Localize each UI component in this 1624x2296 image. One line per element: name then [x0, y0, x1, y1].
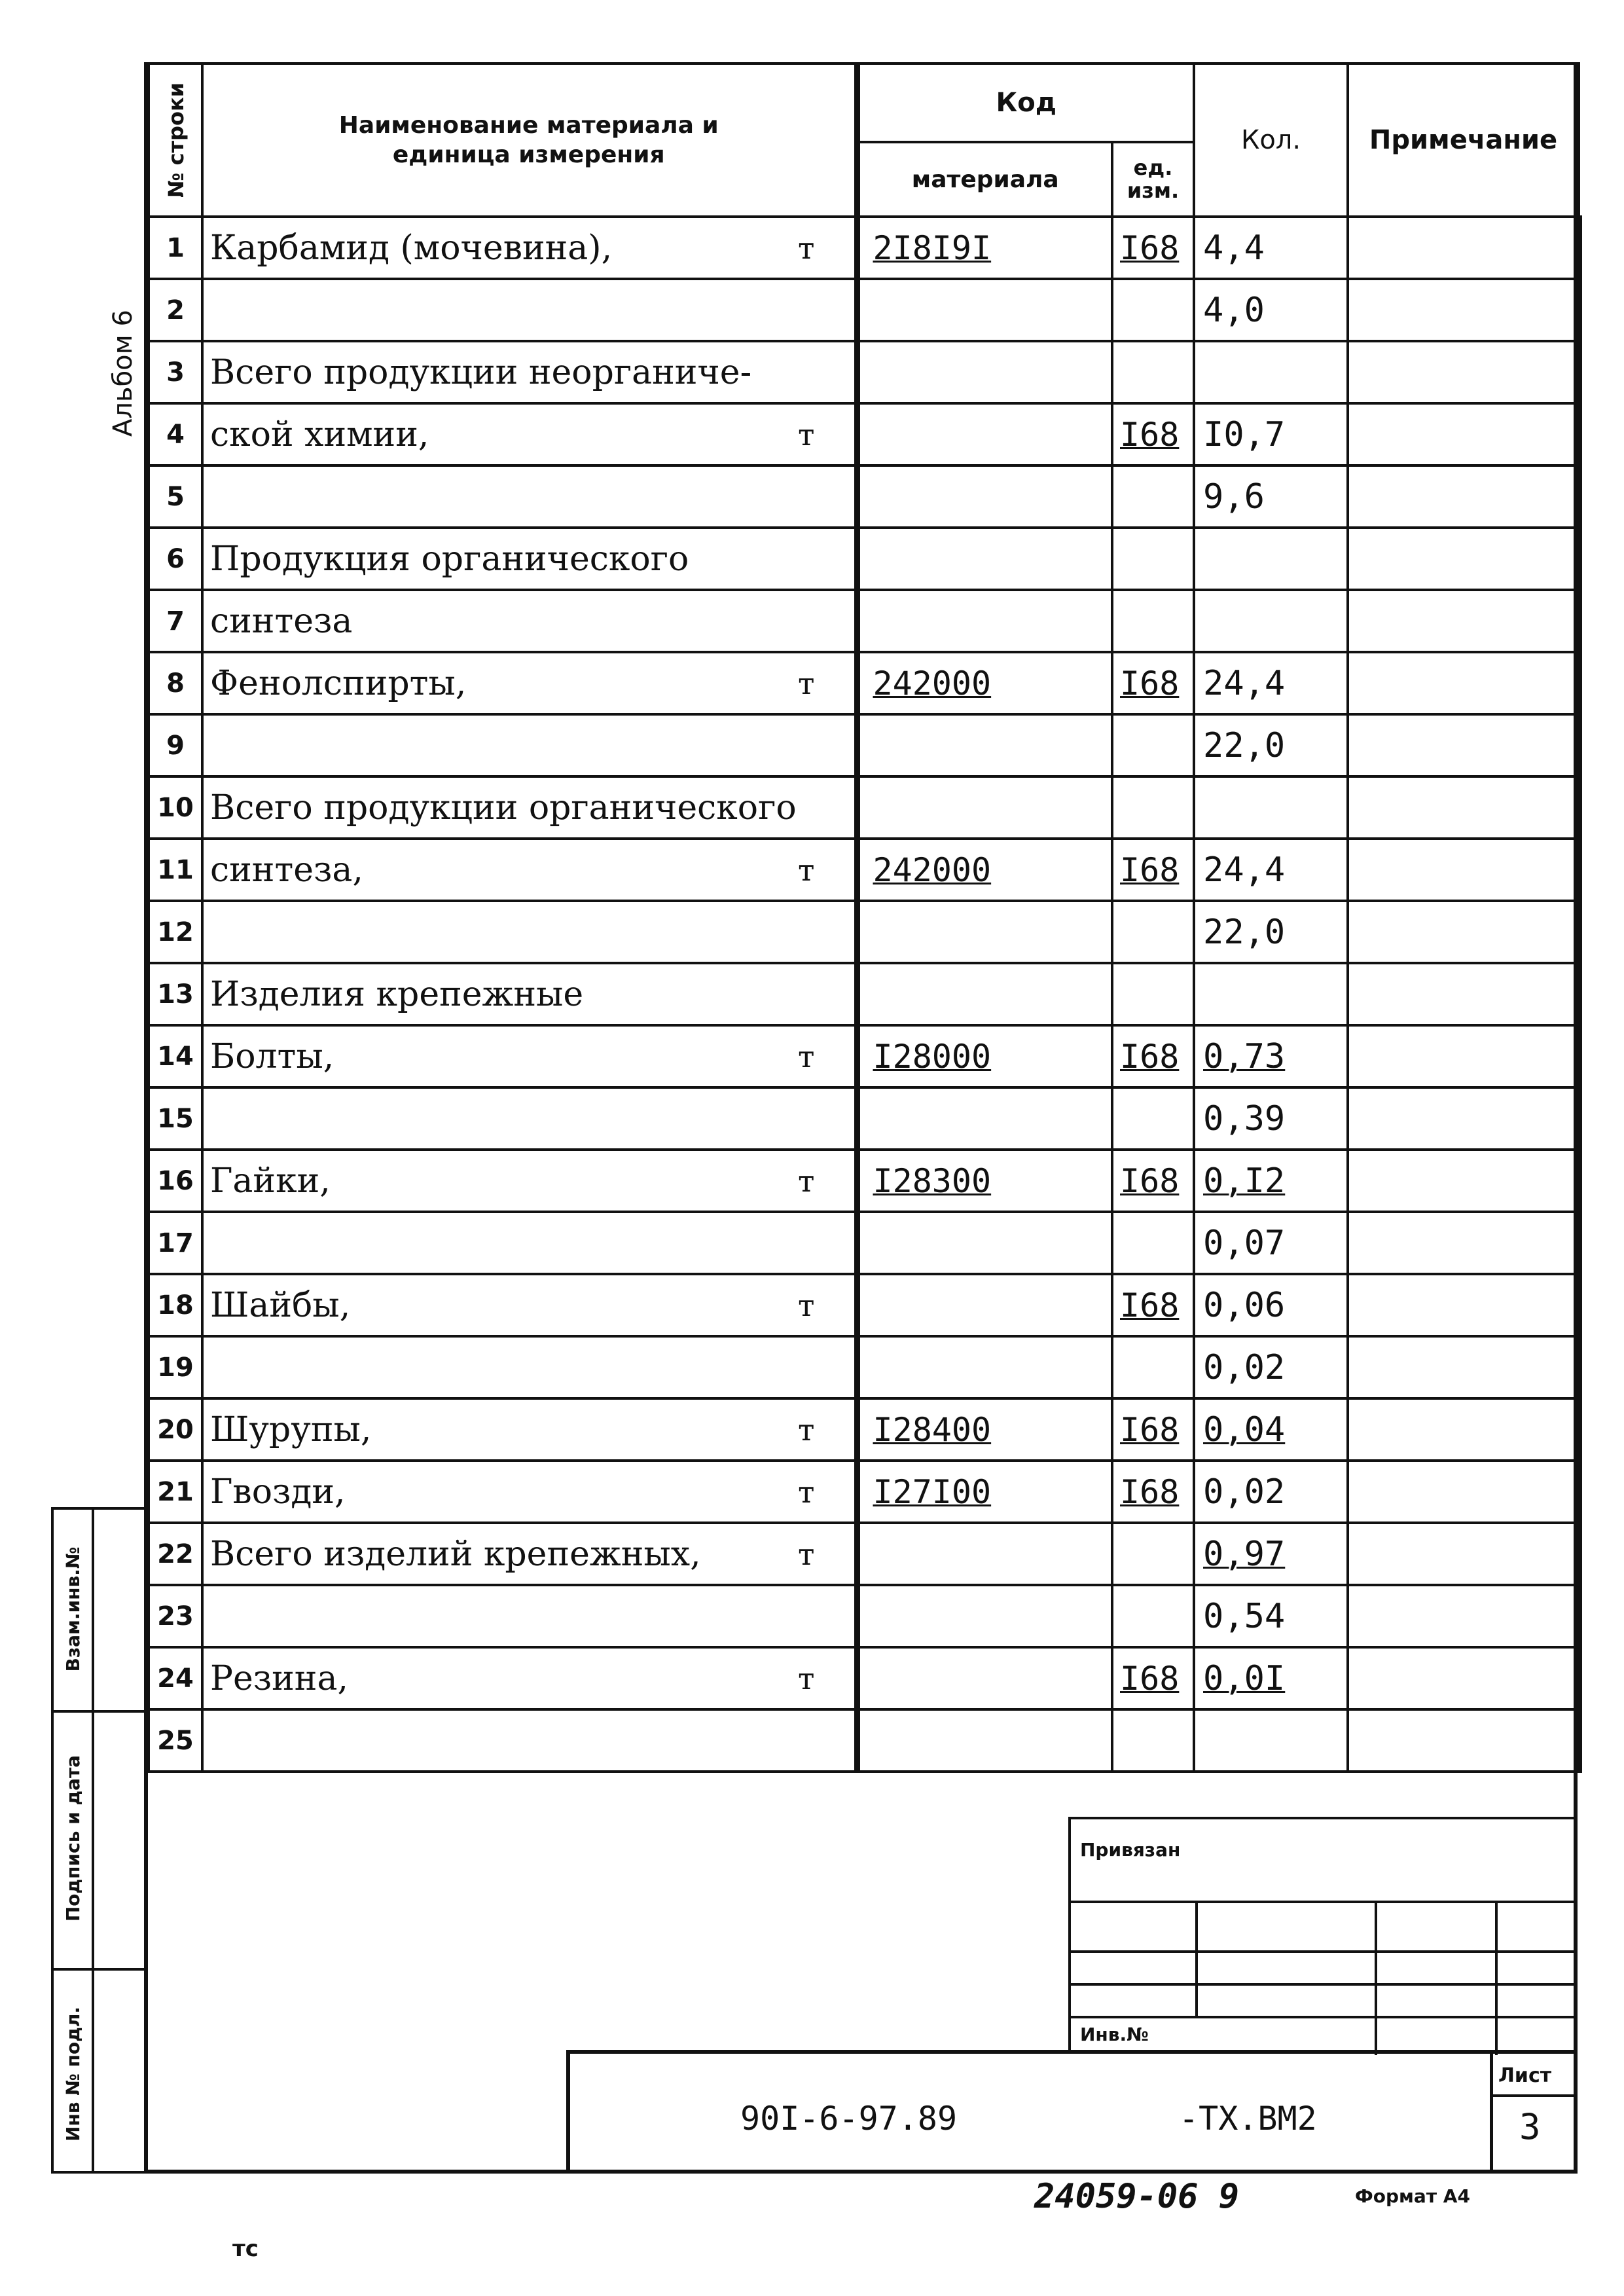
material-name: Фенолспирты, т: [202, 652, 857, 714]
row-number: 14: [149, 1025, 202, 1087]
unit-label: т: [798, 1660, 815, 1696]
row-number: 1: [149, 217, 202, 279]
unit-label: т: [798, 852, 815, 888]
quantity: 22,0: [1194, 714, 1348, 776]
material-code: [857, 528, 1112, 590]
row-number: 5: [149, 465, 202, 528]
material-name: Продукция органического: [202, 528, 857, 590]
header-row-no: № строки: [149, 64, 202, 217]
material-code: [857, 1709, 1112, 1772]
table-row: [149, 901, 1579, 963]
table-row: [149, 839, 1579, 901]
header-code-material: материала: [857, 142, 1112, 217]
material-code: I28000: [857, 1025, 1112, 1087]
quantity: 9,6: [1194, 465, 1348, 528]
quantity: 4,4: [1194, 217, 1348, 279]
note-cell: [1348, 1398, 1579, 1461]
material-code: [857, 341, 1112, 403]
table-row: [149, 1150, 1579, 1212]
unit-code: [1112, 1336, 1194, 1398]
table-row: [149, 279, 1579, 341]
row-number: 20: [149, 1398, 202, 1461]
material-name: [202, 279, 857, 341]
header-code: Код: [857, 64, 1194, 142]
unit-code: [1112, 341, 1194, 403]
note-cell: [1348, 776, 1579, 839]
unit-code: [1112, 963, 1194, 1025]
note-cell: [1348, 279, 1579, 341]
material-code: I28400: [857, 1398, 1112, 1461]
unit-code: [1112, 279, 1194, 341]
note-cell: [1348, 217, 1579, 279]
format-label: Формат А4: [1355, 2185, 1470, 2207]
sheet-number: 3: [1519, 2106, 1541, 2147]
material-name: [202, 1709, 857, 1772]
corner-mark: тс: [232, 2236, 259, 2262]
row-number: 24: [149, 1647, 202, 1709]
quantity: 0,0I: [1194, 1647, 1348, 1709]
doc-code-right: -ТХ.ВМ2: [1179, 2100, 1317, 2138]
unit-code: [1112, 1087, 1194, 1150]
privyazan-box: Привязан Инв.№: [1068, 1817, 1578, 2052]
table-row: [149, 1274, 1579, 1336]
table-row: [149, 1336, 1579, 1398]
note-cell: [1348, 963, 1579, 1025]
table-row: [149, 1461, 1579, 1523]
material-code: [857, 901, 1112, 963]
row-number: 16: [149, 1150, 202, 1212]
material-code: [857, 1212, 1112, 1274]
material-name: синтеза: [202, 590, 857, 652]
quantity: [1194, 963, 1348, 1025]
note-cell: [1348, 1336, 1579, 1398]
material-code: [857, 1274, 1112, 1336]
unit-label: т: [798, 1536, 815, 1572]
note-cell: [1348, 1274, 1579, 1336]
unit-label: т: [798, 1038, 815, 1074]
row-number: 13: [149, 963, 202, 1025]
material-code: [857, 776, 1112, 839]
row-number: 9: [149, 714, 202, 776]
material-code: [857, 465, 1112, 528]
unit-code: I68: [1112, 217, 1194, 279]
material-name: [202, 901, 857, 963]
unit-code: I68: [1112, 1025, 1194, 1087]
table-row: [149, 403, 1579, 465]
quantity: 0,07: [1194, 1212, 1348, 1274]
material-name: [202, 1087, 857, 1150]
table-row: [149, 776, 1579, 839]
material-code: [857, 1087, 1112, 1150]
unit-code: I68: [1112, 1274, 1194, 1336]
row-number: 2: [149, 279, 202, 341]
material-name: синтеза, т: [202, 839, 857, 901]
unit-code: [1112, 590, 1194, 652]
note-cell: [1348, 465, 1579, 528]
table-row: [149, 1087, 1579, 1150]
table-row: [149, 1212, 1579, 1274]
material-code: [857, 1585, 1112, 1647]
quantity: 0,I2: [1194, 1150, 1348, 1212]
quantity: 24,4: [1194, 839, 1348, 901]
unit-code: [1112, 1585, 1194, 1647]
material-code: [857, 279, 1112, 341]
table-row: [149, 1585, 1579, 1647]
row-number: 10: [149, 776, 202, 839]
unit-label: т: [798, 416, 815, 452]
row-number: 11: [149, 839, 202, 901]
material-code: 2I8I9I: [857, 217, 1112, 279]
doc-code-left: 90I-6-97.89: [740, 2100, 958, 2138]
unit-code: [1112, 465, 1194, 528]
unit-code: I68: [1112, 1150, 1194, 1212]
material-name: [202, 1336, 857, 1398]
sheet-label: Лист: [1498, 2064, 1552, 2087]
row-number: 19: [149, 1336, 202, 1398]
table-row: [149, 963, 1579, 1025]
material-name: Карбамид (мочевина), т: [202, 217, 857, 279]
inv-no-label: Инв.№: [1080, 2024, 1149, 2045]
material-code: I28300: [857, 1150, 1112, 1212]
unit-code: I68: [1112, 1647, 1194, 1709]
material-name: ской химии, т: [202, 403, 857, 465]
material-code: [857, 590, 1112, 652]
note-cell: [1348, 528, 1579, 590]
material-code: [857, 714, 1112, 776]
unit-label: т: [798, 1287, 815, 1323]
unit-code: I68: [1112, 403, 1194, 465]
quantity: 4,0: [1194, 279, 1348, 341]
note-cell: [1348, 714, 1579, 776]
row-number: 22: [149, 1523, 202, 1585]
unit-label: т: [798, 1474, 815, 1510]
quantity: 0,02: [1194, 1336, 1348, 1398]
note-cell: [1348, 403, 1579, 465]
material-name: Всего продукции органического: [202, 776, 857, 839]
unit-code: [1112, 1709, 1194, 1772]
material-name: [202, 1212, 857, 1274]
note-cell: [1348, 1709, 1579, 1772]
table-row: [149, 217, 1579, 279]
material-name: Всего продукции неорганиче-: [202, 341, 857, 403]
unit-label: т: [798, 1412, 815, 1448]
header-code-unit: ед. изм.: [1112, 142, 1194, 217]
quantity: [1194, 341, 1348, 403]
note-cell: [1348, 341, 1579, 403]
unit-label: т: [798, 1163, 815, 1199]
row-number: 21: [149, 1461, 202, 1523]
material-name: Всего изделий крепежных, т: [202, 1523, 857, 1585]
material-name: Болты, т: [202, 1025, 857, 1087]
quantity: 0,97: [1194, 1523, 1348, 1585]
note-cell: [1348, 1585, 1579, 1647]
note-cell: [1348, 652, 1579, 714]
quantity: 24,4: [1194, 652, 1348, 714]
material-name: Резина, т: [202, 1647, 857, 1709]
material-name: [202, 714, 857, 776]
unit-code: [1112, 528, 1194, 590]
stamp-inv-podl: Инв № подл.: [62, 2006, 84, 2142]
material-code: I27I00: [857, 1461, 1112, 1523]
unit-code: I68: [1112, 1461, 1194, 1523]
album-label: Альбом 6: [108, 310, 138, 437]
header-name: Наименование материала и единица измерения: [202, 64, 857, 217]
row-number: 17: [149, 1212, 202, 1274]
quantity: [1194, 528, 1348, 590]
note-cell: [1348, 839, 1579, 901]
material-name: Изделия крепежные: [202, 963, 857, 1025]
note-cell: [1348, 1025, 1579, 1087]
handwritten-number: 24059-06 9: [1034, 2177, 1240, 2216]
material-name: Шурупы, т: [202, 1398, 857, 1461]
material-code: 242000: [857, 839, 1112, 901]
material-name: Гайки, т: [202, 1150, 857, 1212]
table-row: [149, 714, 1579, 776]
note-cell: [1348, 1647, 1579, 1709]
unit-code: [1112, 776, 1194, 839]
table-row: [149, 465, 1579, 528]
note-cell: [1348, 1523, 1579, 1585]
unit-label: т: [798, 230, 815, 266]
row-number: 6: [149, 528, 202, 590]
quantity: [1194, 590, 1348, 652]
table-row: [149, 528, 1579, 590]
material-code: [857, 1523, 1112, 1585]
note-cell: [1348, 1150, 1579, 1212]
table-row: [149, 652, 1579, 714]
row-number: 23: [149, 1585, 202, 1647]
quantity: [1194, 776, 1348, 839]
material-code: [857, 1647, 1112, 1709]
row-number: 3: [149, 341, 202, 403]
table-row: [149, 1398, 1579, 1461]
side-stamp: [51, 1507, 148, 2174]
table-row: [149, 1647, 1579, 1709]
material-name: Шайбы, т: [202, 1274, 857, 1336]
material-name: [202, 465, 857, 528]
unit-code: [1112, 1212, 1194, 1274]
table-row: [149, 1523, 1579, 1585]
note-cell: [1348, 1461, 1579, 1523]
header-qty: Кол.: [1194, 64, 1348, 217]
material-code: [857, 963, 1112, 1025]
material-name: Гвозди, т: [202, 1461, 857, 1523]
quantity: 0,54: [1194, 1585, 1348, 1647]
quantity: 0,02: [1194, 1461, 1348, 1523]
row-number: 4: [149, 403, 202, 465]
unit-code: I68: [1112, 839, 1194, 901]
quantity: 22,0: [1194, 901, 1348, 963]
quantity: 0,06: [1194, 1274, 1348, 1336]
stamp-podpis: Подпись и дата: [62, 1755, 84, 1922]
material-code: [857, 403, 1112, 465]
row-number: 15: [149, 1087, 202, 1150]
row-number: 8: [149, 652, 202, 714]
table-row: [149, 1025, 1579, 1087]
note-cell: [1348, 1087, 1579, 1150]
header-note: Примечание: [1348, 64, 1579, 217]
row-number: 25: [149, 1709, 202, 1772]
unit-code: [1112, 901, 1194, 963]
unit-code: I68: [1112, 652, 1194, 714]
doc-code-box: [566, 2050, 1578, 2174]
unit-code: [1112, 1523, 1194, 1585]
row-number: 12: [149, 901, 202, 963]
note-cell: [1348, 590, 1579, 652]
quantity: 0,73: [1194, 1025, 1348, 1087]
unit-code: I68: [1112, 1398, 1194, 1461]
material-name: [202, 1585, 857, 1647]
note-cell: [1348, 1212, 1579, 1274]
row-number: 18: [149, 1274, 202, 1336]
quantity: 0,04: [1194, 1398, 1348, 1461]
material-code: 242000: [857, 652, 1112, 714]
material-code: [857, 1336, 1112, 1398]
materials-table: [147, 62, 1582, 1773]
unit-code: [1112, 714, 1194, 776]
quantity: 0,39: [1194, 1087, 1348, 1150]
quantity: [1194, 1709, 1348, 1772]
table-row: [149, 1709, 1579, 1772]
row-number: 7: [149, 590, 202, 652]
stamp-vzam: Взам.инв.№: [62, 1546, 84, 1672]
table-row: [149, 341, 1579, 403]
unit-label: т: [798, 665, 815, 701]
note-cell: [1348, 901, 1579, 963]
table-row: [149, 590, 1579, 652]
quantity: I0,7: [1194, 403, 1348, 465]
